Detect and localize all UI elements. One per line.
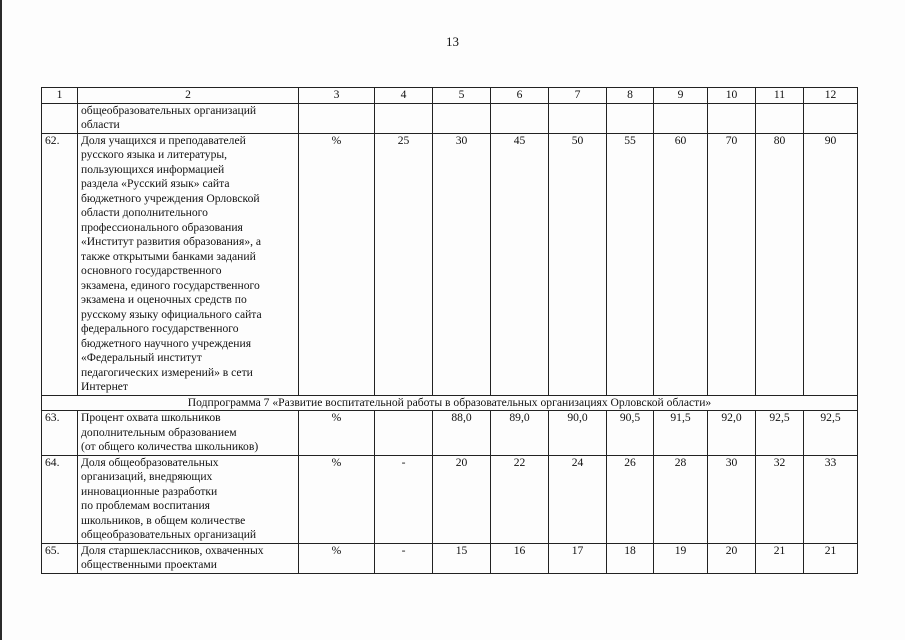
value-cell: 32 [756,455,804,543]
value-cell [375,411,433,456]
indicator-line: Доля старшеклассников, охваченных [81,543,264,557]
value-cell: 18 [607,543,654,573]
value-cell [756,103,804,133]
value-cell: 89,0 [491,411,549,456]
header-cell: 10 [708,88,756,104]
header-cell: 12 [804,88,858,104]
value-cell: 30 [708,455,756,543]
header-cell: 5 [433,88,491,104]
header-cell: 1 [42,88,78,104]
indicator-line: Процент охвата школьников [81,411,221,424]
value-cell [549,103,607,133]
indicator-line: бюджетного учреждения Орловской [81,191,260,205]
page-number: 13 [446,34,459,49]
value-cell: 91,5 [654,411,708,456]
value-cell: 92,5 [804,411,858,456]
value-cell [654,103,708,133]
indicator-line: раздела «Русский язык» сайта [81,177,230,190]
header-cell: 3 [299,88,375,104]
value-cell: 45 [491,133,549,395]
value-cell: 90 [804,133,858,395]
header-row [42,88,858,104]
indicator-name-cell [78,411,299,456]
indicator-line: общественными проектами [81,558,217,571]
unit-cell: % [299,543,375,573]
indicators-table [41,87,858,574]
unit-cell: % [299,133,375,395]
value-cell: 20 [708,543,756,573]
indicator-name-cell [78,103,299,133]
indicator-line: общеобразовательных организаций [81,528,257,541]
indicator-line: области дополнительного [81,206,208,219]
row-number-cell: 64. [42,455,78,543]
indicator-line: Доля учащихся и преподавателей [81,133,246,147]
value-cell: - [375,455,433,543]
indicator-line: бюджетного научного учреждения [81,336,252,350]
header-cell: 9 [654,88,708,104]
indicator-line: Доля общеобразовательных [81,455,219,469]
row-number-cell: 63. [42,411,78,456]
value-cell: 33 [804,455,858,543]
row-number-cell: 62. [42,133,78,395]
indicator-name-cell [78,133,299,395]
row-number-cell: 65. [42,543,78,573]
indicator-line: педагогических измерений» в сети [81,365,253,379]
value-cell: 90,5 [607,411,654,456]
value-cell: 20 [433,455,491,543]
indicator-line: общеобразовательных организаций [81,103,257,117]
indicator-line: пользующихся информацией [81,162,225,176]
subprogram-row [42,395,858,411]
value-cell: 50 [549,133,607,395]
value-cell: 21 [756,543,804,573]
value-cell: 55 [607,133,654,395]
indicator-line: (от общего количества школьников) [81,440,259,453]
value-cell: 25 [375,133,433,395]
value-cell: 24 [549,455,607,543]
header-cell: 2 [78,88,299,104]
value-cell: 90,0 [549,411,607,456]
value-cell [804,103,858,133]
indicator-line: также открытыми банками заданий [81,249,256,263]
scan-edge [0,0,2,640]
value-cell: 28 [654,455,708,543]
value-cell: 92,0 [708,411,756,456]
value-cell: 92,5 [756,411,804,456]
unit-cell: % [299,411,375,456]
value-cell: 15 [433,543,491,573]
table-row-continuation [42,103,858,133]
indicator-line: Интернет [81,380,129,393]
value-cell: 22 [491,455,549,543]
value-cell: 80 [756,133,804,395]
value-cell [708,103,756,133]
indicator-line: профессионального образования [81,220,243,234]
indicator-line: по проблемам воспитания [81,499,211,512]
indicator-line: школьников, в общем количестве [81,513,246,527]
indicator-line: основного государственного [81,264,222,277]
indicator-line: инновационные разработки [81,484,218,498]
header-cell: 7 [549,88,607,104]
value-cell: 21 [804,543,858,573]
table-row-62 [42,133,858,395]
value-cell: 26 [607,455,654,543]
header-cell: 6 [491,88,549,104]
value-cell: 17 [549,543,607,573]
indicator-line: федерального государственного [81,322,239,335]
indicator-line: русскому языку официального сайта [81,307,262,321]
value-cell [491,103,549,133]
subprogram-title: Подпрограмма 7 «Развитие воспитательной работы в образовательных организациях Орловской области» [42,395,858,411]
table-row-63 [42,411,858,456]
value-cell [375,103,433,133]
value-cell: 60 [654,133,708,395]
value-cell: 88,0 [433,411,491,456]
value-cell: 70 [708,133,756,395]
row-number-cell [42,103,78,133]
value-cell: - [375,543,433,573]
header-cell: 8 [607,88,654,104]
indicator-line: «Федеральный институт [81,351,202,364]
indicator-line: дополнительным образованием [81,425,237,439]
indicator-line: экзамена и оценочных средств по [81,293,247,306]
value-cell [607,103,654,133]
value-cell: 19 [654,543,708,573]
indicator-line: экзамена, единого государственного [81,278,260,292]
indicator-name-cell [78,543,299,573]
header-cell: 11 [756,88,804,104]
table-row-65 [42,543,858,573]
indicator-name-cell [78,455,299,543]
indicator-line: организаций, внедряющих [81,470,213,483]
value-cell: 30 [433,133,491,395]
indicator-line: русского языка и литературы, [81,148,228,161]
unit-cell [299,103,375,133]
value-cell [433,103,491,133]
table-row-64 [42,455,858,543]
value-cell: 16 [491,543,549,573]
header-cell: 4 [375,88,433,104]
indicator-line: области [81,118,120,131]
indicator-line: «Институт развития образования», а [81,235,262,248]
unit-cell: % [299,455,375,543]
